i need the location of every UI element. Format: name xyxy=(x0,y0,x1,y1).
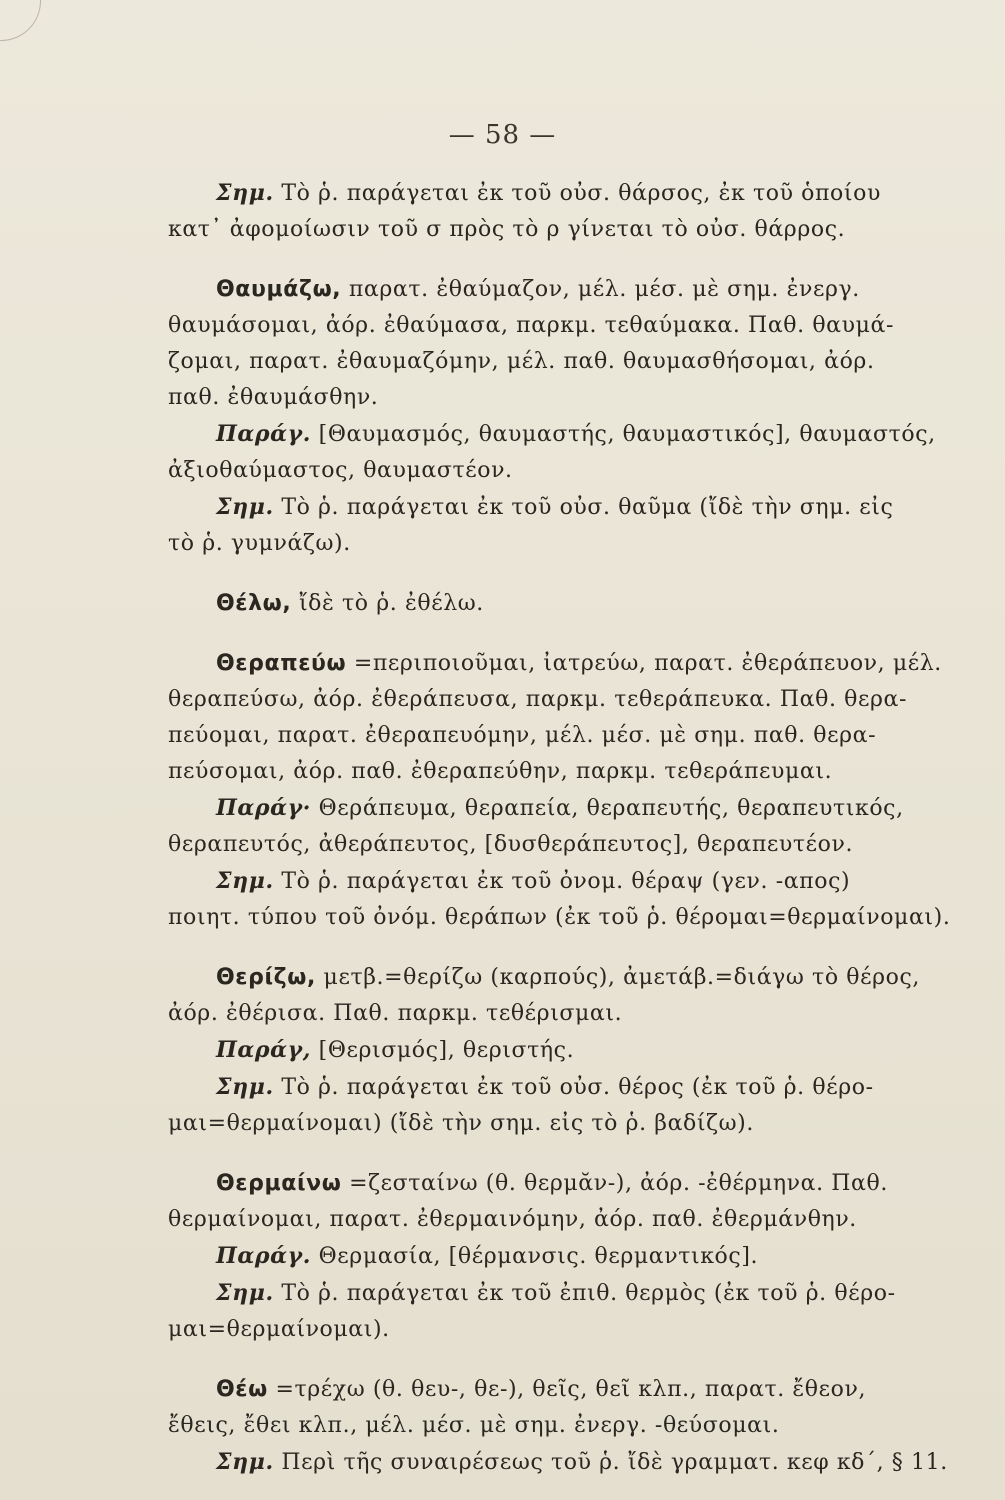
section-label: Σημ. xyxy=(216,868,274,894)
dictionary-entry xyxy=(168,646,951,936)
section-label: Παράγ· xyxy=(216,795,312,821)
line-text: Περὶ τῆς συναιρέσεως τοῦ ῥ. ἴδὲ γραμματ. κεφ κδ΄, § 11. xyxy=(281,1450,948,1475)
text-line xyxy=(168,1312,920,1348)
text-line xyxy=(168,900,951,936)
text-line xyxy=(168,586,920,622)
text-line xyxy=(168,1372,920,1408)
text-line xyxy=(168,453,920,489)
text-line xyxy=(168,646,942,682)
line-text: μαι=θερμαίνομαι). xyxy=(168,1317,390,1342)
section-label: Σημ. xyxy=(216,1280,274,1306)
headword: Θαυμάζω, xyxy=(216,277,342,302)
text-line xyxy=(168,1202,920,1238)
section-label: Παράγ. xyxy=(216,421,312,447)
line-text: μετβ.=θερίζω (καρπούς), ἀμετάβ.=διάγω τὸ θέρος, xyxy=(323,965,920,990)
text-line xyxy=(168,380,920,416)
headword: Θεραπεύω xyxy=(216,651,347,676)
line-text: Τὸ ῥ. παράγεται ἐκ τοῦ οὐσ. θάρσος, ἐκ τοῦ ὁποίου xyxy=(281,181,881,206)
text-line xyxy=(168,175,920,212)
line-text: κατ᾽ ἀφομοίωσιν τοῦ σ πρὸς τὸ ρ γίνεται τὸ οὐσ. θάρρος. xyxy=(168,217,846,242)
text-line xyxy=(168,718,920,754)
line-text: Τὸ ῥ. παράγεται ἐκ τοῦ ἐπιθ. θερμὸς (ἐκ τοῦ ῥ. θέρο- xyxy=(281,1281,896,1306)
line-text: [Θαυμασμός, θαυμαστής, θαυμαστικός], θαυμαστός, xyxy=(318,422,936,447)
page-corner-mark xyxy=(0,0,41,41)
line-text: ἀξιοθαύμαστος, θαυμαστέον. xyxy=(168,458,513,483)
text-line xyxy=(168,212,920,248)
line-text: ποιητ. τύπου τοῦ ὀνόμ. θεράπων (ἐκ τοῦ ῥ. θέρομαι=θερμαίνομαι). xyxy=(168,905,951,930)
line-text: Τὸ ῥ. παράγεται ἐκ τοῦ οὐσ. θέρος (ἐκ τοῦ ῥ. θέρο- xyxy=(281,1075,874,1100)
text-line xyxy=(168,308,920,344)
section-label: Σημ. xyxy=(216,1074,274,1100)
section-label: Σημ. xyxy=(216,180,274,206)
line-text: θερμαίνομαι, παρατ. ἐθερμαινόμην, ἀόρ. παθ. ἐθερμάνθην. xyxy=(168,1207,857,1232)
line-text: ἔθεις, ἔθει κλπ., μέλ. μέσ. μὲ σημ. ἐνεργ. -θεύσομαι. xyxy=(168,1413,780,1438)
dictionary-entry xyxy=(168,175,920,248)
dictionary-entry xyxy=(168,586,920,622)
dictionary-entry xyxy=(168,960,920,1142)
text-line xyxy=(168,1238,920,1275)
section-label: Σημ. xyxy=(216,1449,274,1475)
line-text: θαυμάσομαι, ἀόρ. ἐθαύμασα, παρκμ. τεθαύμακα. Παθ. θαυμά- xyxy=(168,313,894,338)
section-label: Σημ. xyxy=(216,494,274,520)
line-text: Θερμασία, [θέρμανσις. θερμαντικός]. xyxy=(318,1244,759,1269)
line-text: Θεράπευμα, θεραπεία, θεραπευτής, θεραπευτικός, xyxy=(318,796,904,821)
text-line xyxy=(168,1032,920,1069)
line-text: Τὸ ῥ. παράγεται ἐκ τοῦ ὀνομ. θέραψ (γεν. -απος) xyxy=(281,869,851,894)
text-line xyxy=(168,863,920,900)
dictionary-entry xyxy=(168,272,936,562)
line-text: πεύομαι, παρατ. ἐθεραπευόμην, μέλ. μέσ. μὲ σημ. παθ. θερα- xyxy=(168,723,877,748)
text-line xyxy=(168,344,920,380)
text-line xyxy=(168,960,920,996)
text-line xyxy=(168,790,920,827)
section-label: Παράγ, xyxy=(216,1037,312,1063)
text-line xyxy=(168,1069,920,1106)
text-line xyxy=(168,1106,920,1142)
line-text: μαι=θερμαίνομαι) (ἴδὲ τὴν σημ. εἰς τὸ ῥ. βαδίζω). xyxy=(168,1111,754,1136)
headword: Θερίζω, xyxy=(216,965,316,990)
page-number: — 58 — xyxy=(448,120,557,150)
text-line xyxy=(168,1408,920,1444)
headword: Θερμαίνω xyxy=(216,1171,342,1196)
text-line xyxy=(168,416,936,453)
text-line xyxy=(168,827,920,863)
headword: Θέλω, xyxy=(216,591,292,616)
text-line xyxy=(168,1166,920,1202)
text-line xyxy=(168,996,920,1032)
text-line xyxy=(168,526,920,562)
text-line xyxy=(168,489,920,526)
line-text: ζομαι, παρατ. ἐθαυμαζόμην, μέλ. παθ. θαυμασθήσομαι, ἀόρ. xyxy=(168,349,875,374)
line-text: =τρέχω (θ. θευ-, θε-), θεῖς, θεῖ κλπ., παρατ. ἔθεον, xyxy=(275,1377,867,1402)
line-text: θεραπευτός, ἀθεράπευτος, [δυσθεράπευτος], θεραπευτέον. xyxy=(168,832,854,857)
dictionary-text xyxy=(168,175,951,1495)
line-text: =περιποιοῦμαι, ἰατρεύω, παρατ. ἐθεράπευον, μέλ. xyxy=(353,651,942,676)
line-text: τὸ ῥ. γυμνάζω). xyxy=(168,531,351,556)
line-text: πεύσομαι, ἀόρ. παθ. ἐθεραπεύθην, παρκμ. τεθεράπευμαι. xyxy=(168,759,833,784)
dictionary-entry xyxy=(168,1372,948,1481)
line-text: παρατ. ἐθαύμαζον, μέλ. μέσ. μὲ σημ. ἐνεργ. xyxy=(348,277,860,302)
headword: Θέω xyxy=(216,1377,268,1402)
line-text: θεραπεύσω, ἀόρ. ἐθεράπευσα, παρκμ. τεθεράπευκα. Παθ. θερα- xyxy=(168,687,908,712)
line-text: ἴδὲ τὸ ῥ. ἐθέλω. xyxy=(298,591,484,616)
line-text: ἀόρ. ἐθέρισα. Παθ. παρκμ. τεθέρισμαι. xyxy=(168,1001,623,1026)
line-text: [Θερισμός], θεριστής. xyxy=(318,1038,575,1063)
section-label: Παράγ. xyxy=(216,1243,312,1269)
line-text: Τὸ ῥ. παράγεται ἐκ τοῦ οὐσ. θαῦμα (ἴδὲ τὴν σημ. εἰς xyxy=(281,495,894,520)
dictionary-entry xyxy=(168,1166,920,1348)
text-line xyxy=(168,1444,948,1481)
text-line xyxy=(168,1275,920,1312)
line-text: =ζεσταίνω (θ. θερμᾰν-), ἀόρ. -ἐθέρμηνα. Παθ. xyxy=(349,1171,888,1196)
text-line xyxy=(168,682,920,718)
line-text: παθ. ἐθαυμάσθην. xyxy=(168,385,379,410)
text-line xyxy=(168,272,920,308)
text-line xyxy=(168,754,920,790)
